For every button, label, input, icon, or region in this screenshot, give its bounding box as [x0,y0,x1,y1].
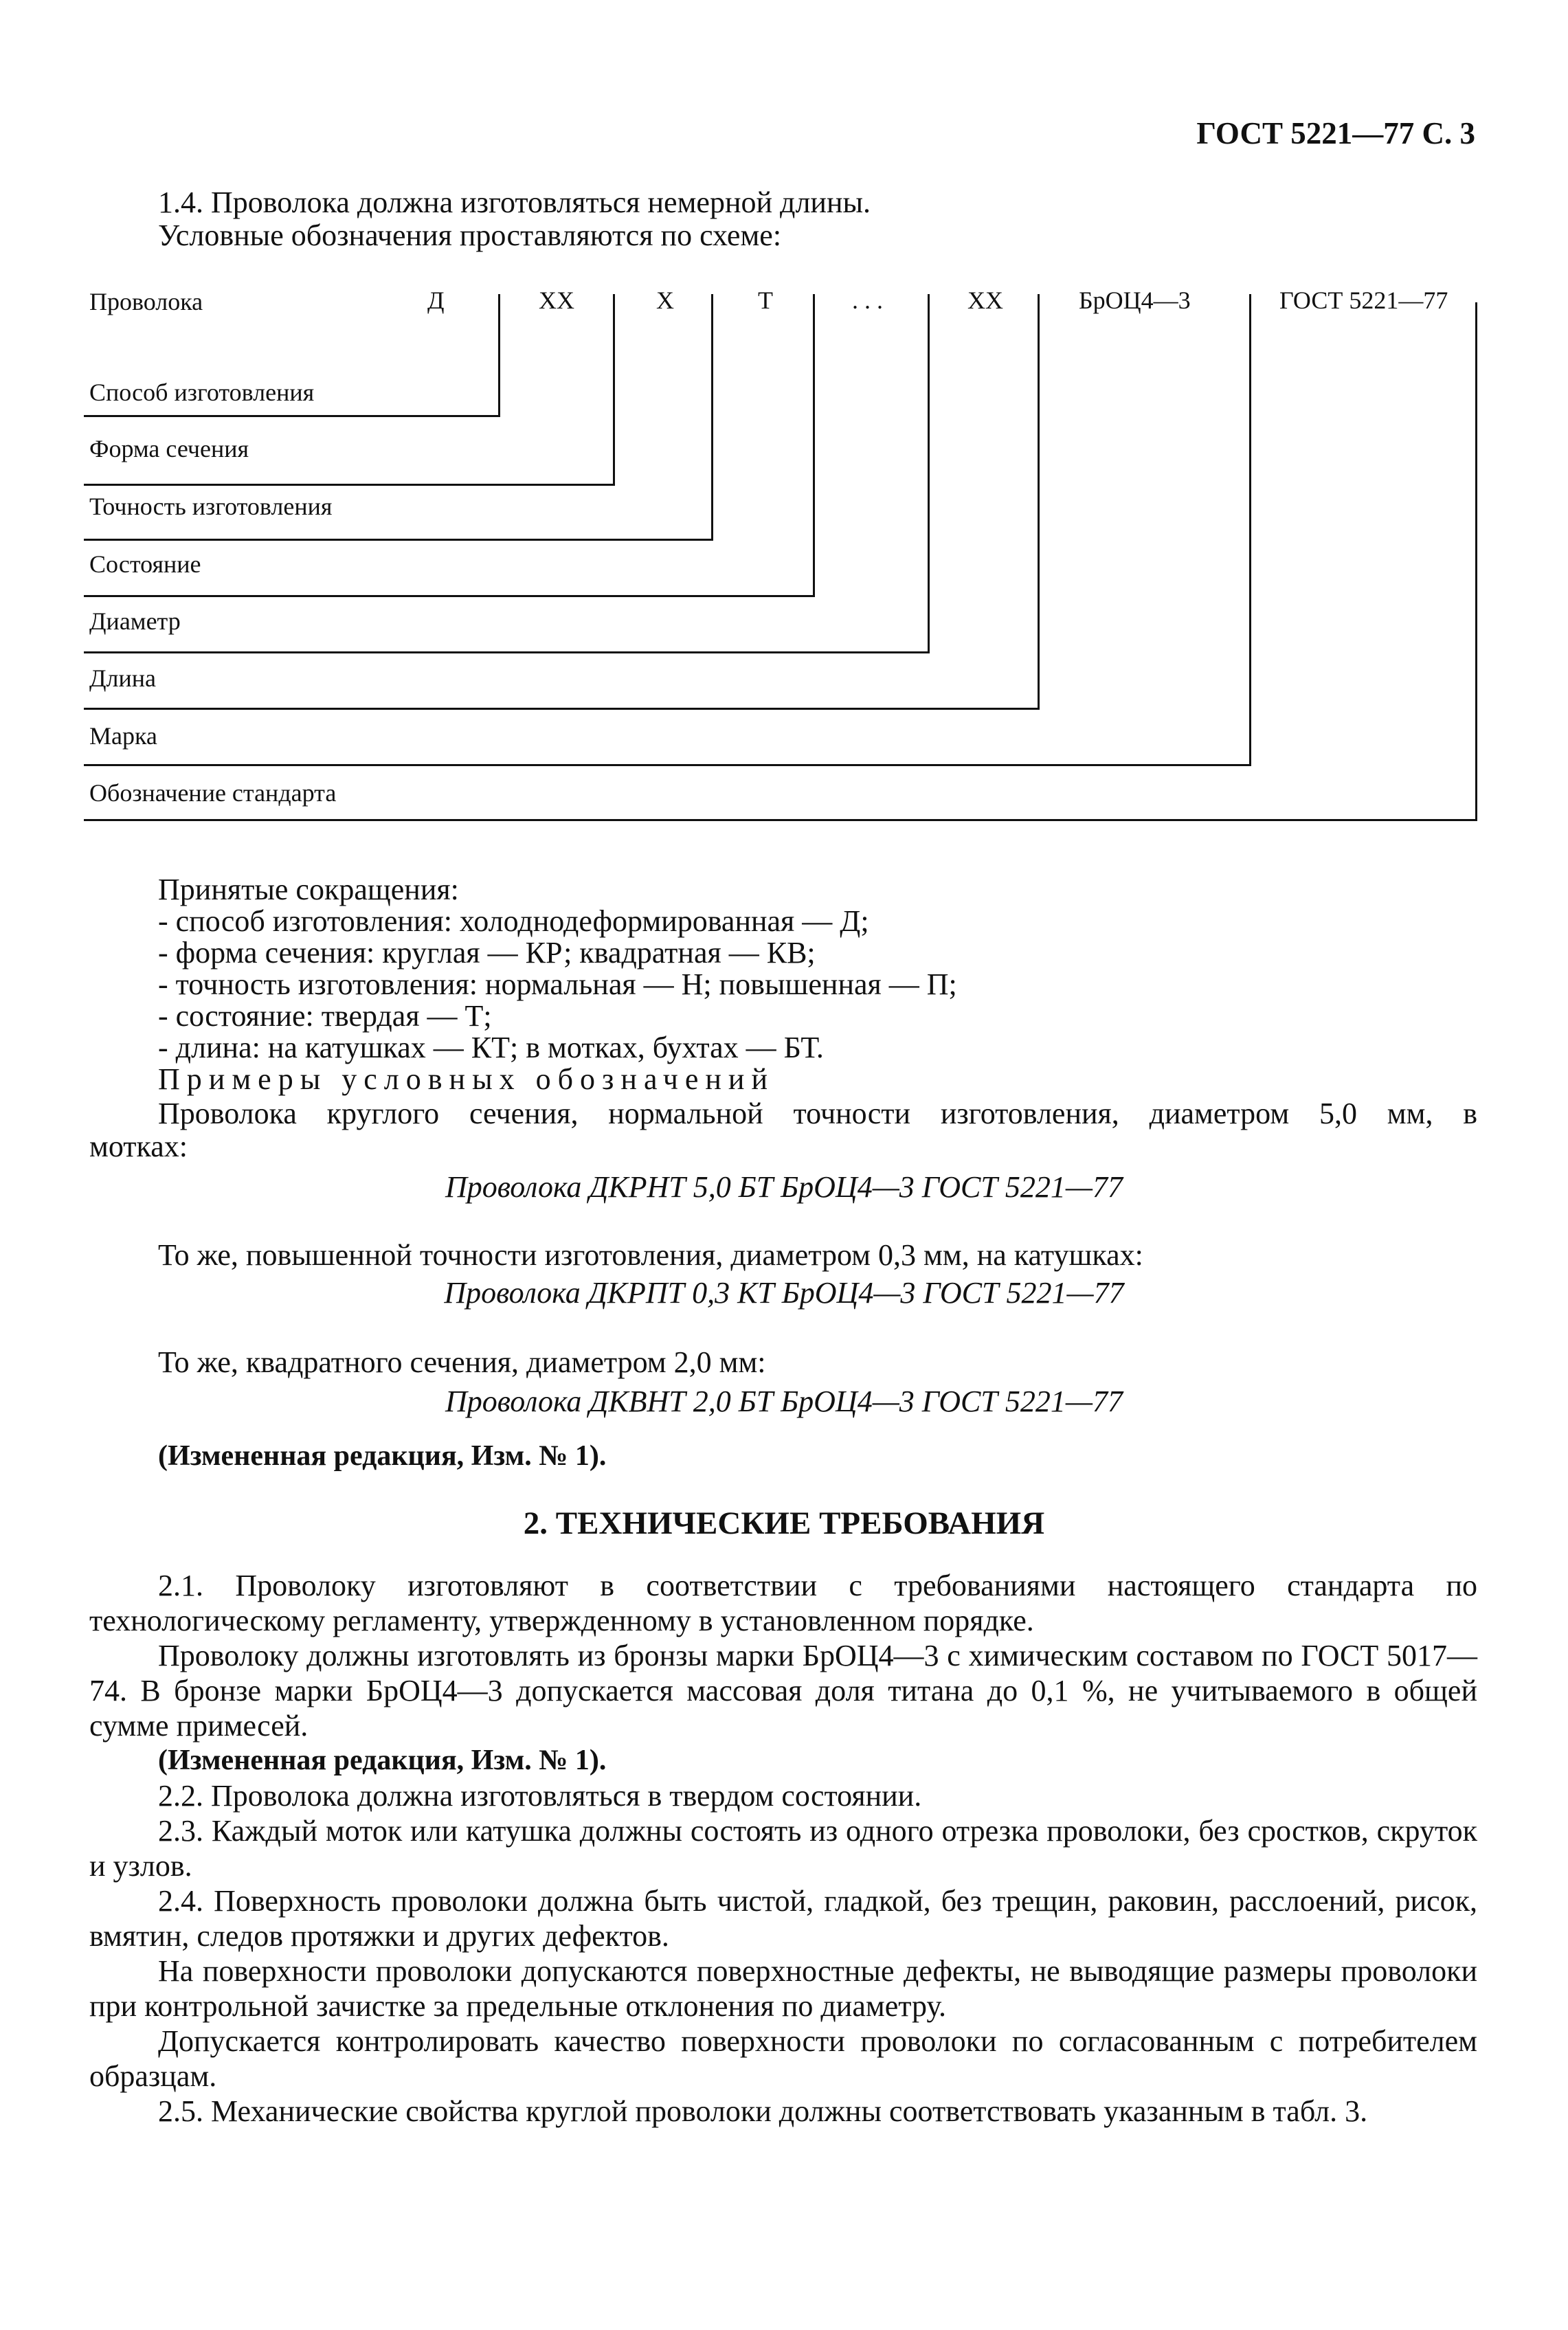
scheme-label-method: Способ изготовления [89,379,315,406]
abbreviation-item: - состояние: твердая — Т; [158,999,492,1033]
clause-2-1-material: Проволоку должны изготовлять из бронзы марки БрОЦ4—3 с химическим составом по ГОСТ 5017—74. В бронзе марки БрОЦ4—3 допускается массовая доля титана до 0,1 %, не учитываемого в общей сумме примесей. [89,1639,1477,1743]
abbreviation-item: - точность изготовления: нормальная — Н; повышенная — П; [158,967,957,1001]
scheme-title: Проволока [89,288,203,315]
scheme-underline [84,484,615,486]
example-3-code: Проволока ДКВНТ 2,0 БТ БрОЦ4—3 ГОСТ 5221—77 [445,1385,1123,1418]
amendment-note: (Измененная редакция, Изм. № 1). [158,1745,607,1776]
scheme-intro: Условные обозначения проставляются по схеме: [158,219,782,252]
page-header: ГОСТ 5221—77 С. 3 [1196,116,1475,150]
scheme-label-diameter: Диаметр [89,607,181,635]
scheme-connector [1038,294,1040,709]
clause-2-3: 2.3. Каждый моток или катушка должны состоять из одного отрезка проволоки, без сростков, скруток и узлов. [89,1814,1477,1883]
clause-2-2: 2.2. Проволока должна изготовляться в твердом состоянии. [158,1779,922,1813]
example-2-text: То же, повышенной точности изготовления, диаметром 0,3 мм, на катушках: [158,1238,1143,1272]
abbreviation-item: - длина: на катушках — КТ; в мотках, бухтах — БТ. [158,1031,824,1064]
example-1-text-cont: мотках: [89,1130,188,1163]
scheme-label-accuracy: Точность изготовления [89,493,333,520]
scheme-label-grade: Марка [89,722,157,750]
scheme-underline [84,595,815,597]
clause-2-5: 2.5. Механические свойства круглой проволоки должны соответствовать указанным в табл. 3. [158,2094,1368,2128]
scheme-underline [84,708,1040,710]
scheme-underline [84,819,1477,821]
scheme-underline [84,415,500,417]
clause-2-1: 2.1. Проволоку изготовляют в соответствии с требованиями настоящего стандарта по технологическому регламенту, утвержденному в установленном порядке. [89,1569,1477,1637]
scheme-code-state: Т [758,287,773,314]
example-2-code: Проволока ДКРПТ 0,3 КТ БрОЦ4—3 ГОСТ 5221—77 [444,1276,1124,1310]
clause-2-4-defects: На поверхности проволоки допускаются поверхностные дефекты, не выводящие размеры проволоки при контрольной зачистке за предельные отклонения по диаметру. [89,1954,1477,2023]
scheme-code-diameter: . . . [852,287,883,314]
scheme-underline [84,539,713,541]
clause-1-4: 1.4. Проволока должна изготовляться немерной длины. [158,186,871,219]
abbreviation-item: - форма сечения: круглая — КР; квадратная — КВ; [158,936,816,970]
scheme-label-length: Длина [89,664,157,692]
clause-2-4-samples: Допускается контролировать качество поверхности проволоки по согласованным с потребителем образцам. [89,2024,1477,2093]
scheme-code-standard: ГОСТ 5221—77 [1279,287,1448,314]
scheme-code-accuracy: Х [656,287,674,314]
scheme-code-method: Д [427,287,445,314]
abbreviations-title: Принятые сокращения: [158,873,459,906]
scheme-connector [813,294,815,596]
scheme-label-standard: Обозначение стандарта [89,779,337,807]
scheme-code-length: ХХ [967,287,1003,314]
section-title: 2. ТЕХНИЧЕСКИЕ ТРЕБОВАНИЯ [523,1505,1045,1541]
scheme-connector [498,294,500,416]
scheme-connector [613,294,615,485]
scheme-code-grade: БрОЦ4—3 [1079,287,1191,314]
scheme-connector [928,294,930,653]
scheme-label-state: Состояние [89,550,201,578]
scheme-code-section: ХХ [539,287,574,314]
clause-2-4: 2.4. Поверхность проволоки должна быть чистой, гладкой, без трещин, раковин, расслоений, рисок, вмятин, следов протяжки и других дефектов. [89,1884,1477,1953]
scheme-connector [1475,302,1477,820]
example-1-text: Проволока круглого сечения, нормальной точности изготовления, диаметром 5,0 мм, в [158,1097,1477,1130]
example-3-text: То же, квадратного сечения, диаметром 2,0 мм: [158,1345,766,1379]
scheme-underline [84,764,1251,766]
example-1-code: Проволока ДКРНТ 5,0 БТ БрОЦ4—3 ГОСТ 5221—77 [445,1170,1123,1204]
abbreviation-item: - способ изготовления: холоднодеформированная — Д; [158,904,869,938]
scheme-connector [711,294,713,540]
amendment-note: (Измененная редакция, Изм. № 1). [158,1440,607,1472]
scheme-connector [1249,294,1251,765]
scheme-label-section: Форма сечения [89,435,249,462]
scheme-underline [84,651,930,653]
examples-title: Примеры условных обозначений [158,1062,775,1096]
